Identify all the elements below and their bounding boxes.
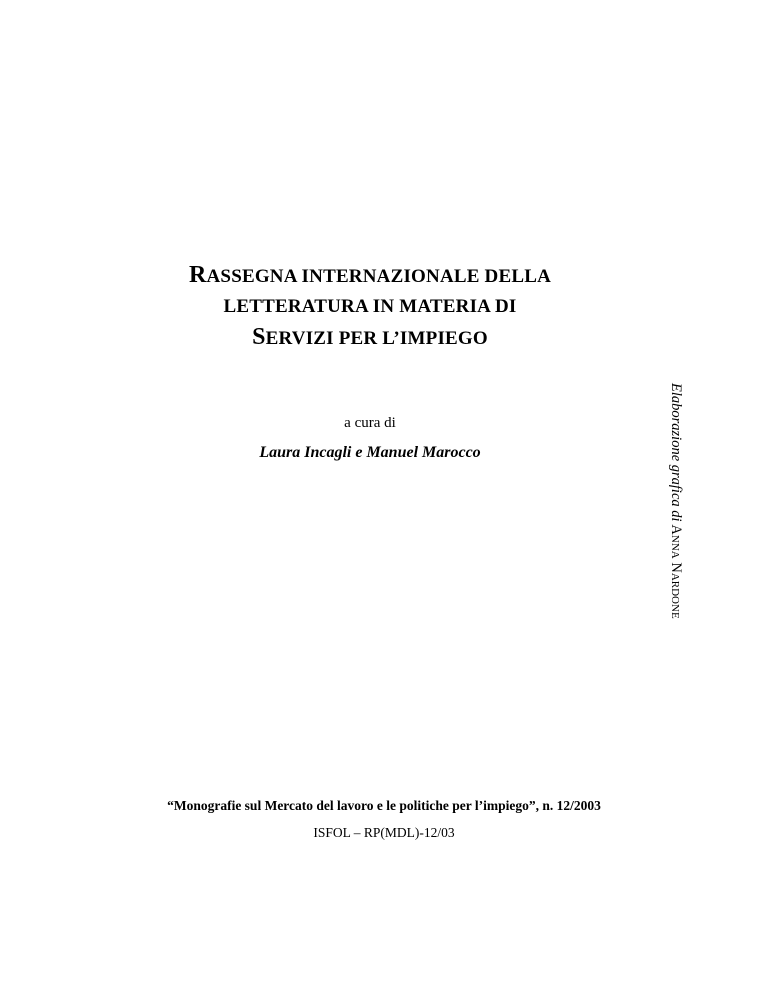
title-line-2: LETTERATURA IN MATERIA DI	[223, 296, 517, 317]
series-title: “Monografie sul Mercato del lavoro e le politiche per l’impiego”, n. 12/2003	[167, 798, 601, 813]
credit-name-initial-2: N	[668, 562, 684, 573]
credit-prefix: Elaborazione grafica di	[668, 383, 684, 522]
authors: Laura Incagli e Manuel Marocco	[259, 444, 481, 461]
credit-name-initial-1: A	[668, 524, 684, 535]
title-line-1-text: ASSEGNA INTERNAZIONALE DELLA	[206, 266, 552, 287]
credit-name-rest-1: NNA	[669, 534, 681, 559]
credit-name-rest-2: ARDONE	[669, 572, 681, 619]
editor-label: a cura di	[344, 415, 396, 431]
title-line-3-initial: S	[252, 324, 266, 350]
title-line-1-initial: R	[188, 262, 207, 288]
publication-code: ISFOL – RP(MDL)-12/03	[313, 825, 455, 840]
document-title	[0, 260, 740, 354]
graphic-design-credit	[666, 383, 686, 619]
title-line-1	[0, 260, 740, 292]
title-line-3	[0, 322, 740, 354]
title-line-3-text: ERVIZI PER L’IMPIEGO	[265, 328, 488, 349]
